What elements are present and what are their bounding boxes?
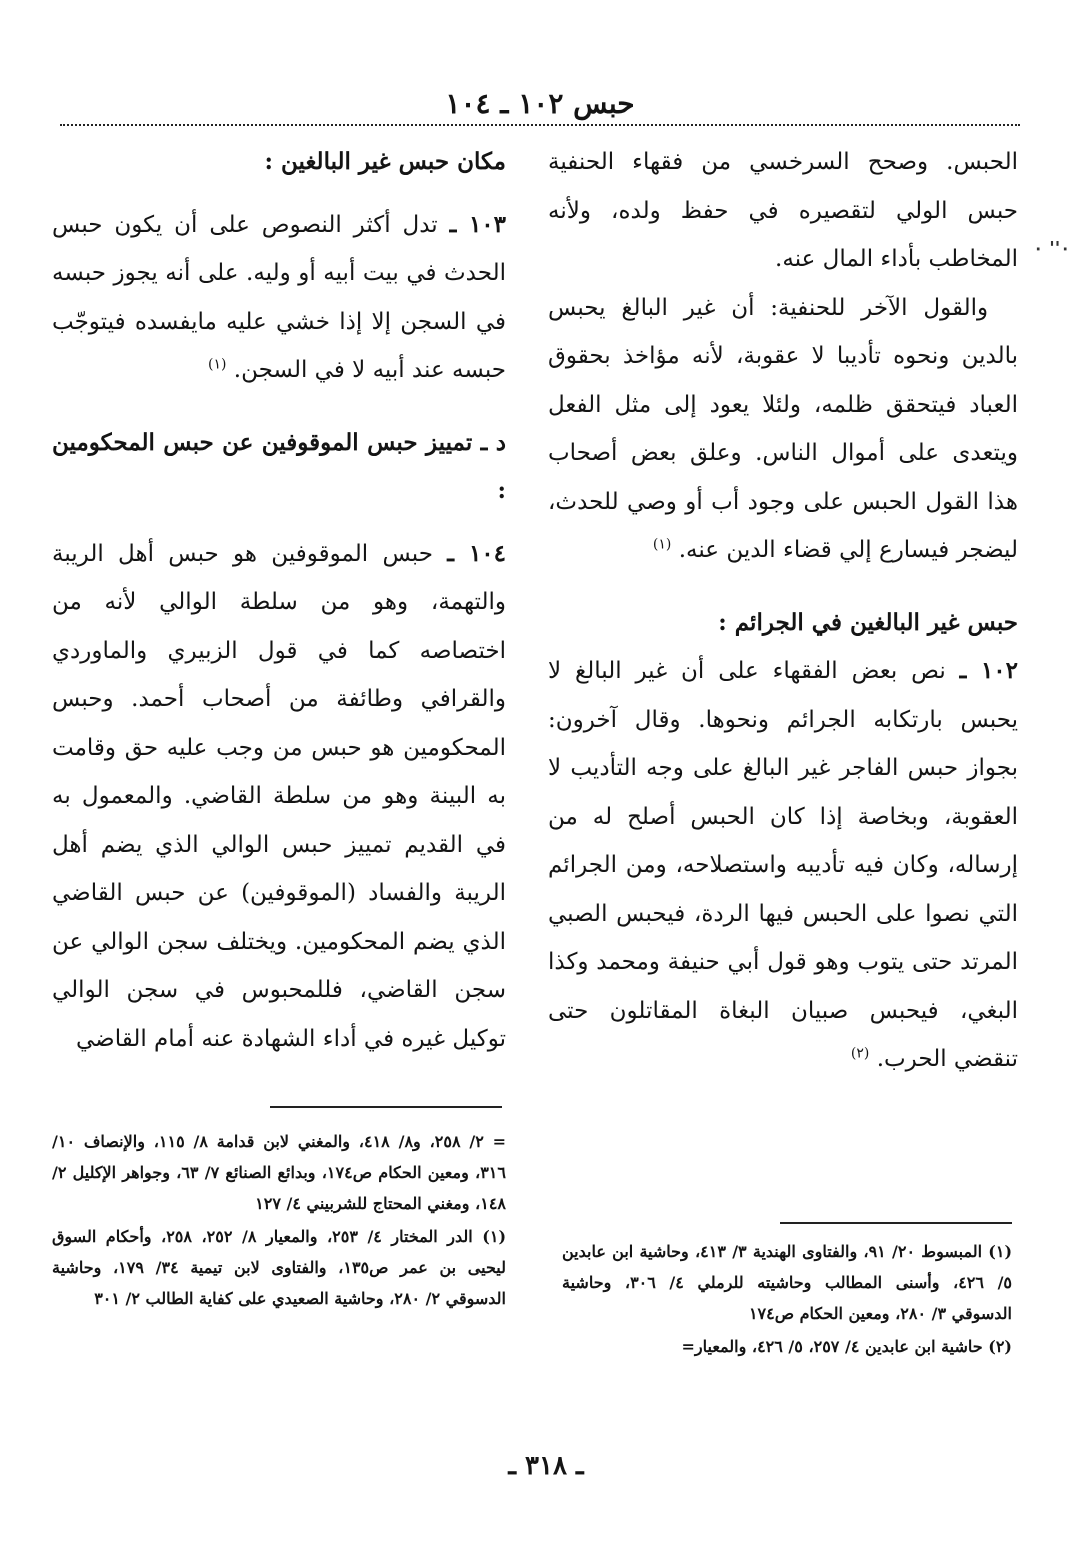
- header-dotted-rule: [60, 124, 1020, 126]
- paragraph-104: ١٠٤ ـ حبس الموقوفين هو حبس أهل الريبة والتهمة، وهو من سلطة الوالي لأنه من اختصاصه كما في قول الزبيري والماوردي والقرافي وطائفة من أصحاب أحمد. وحبس المحكومين هو حبس من وجب عليه حق وقامت به البينة وهو من سلطة القاضي. والمعمول به في القديم تمييز حبس الوالي الذي يضم أهل الريبة والفساد (الموقوفين) عن حبس القاضي الذي يضم المحكومين. ويختلف سجن الوالي عن سجن القاضي، فللمحبوس في سجن الوالي توكيل غيره في أداء الشهادة عنه أمام القاضي: [52, 539, 507, 1052]
- footnote-ref: (١): [207, 356, 227, 373]
- section-heading-place: مكان حبس غير البالغين :: [264, 148, 506, 175]
- section-heading-distinction: د ـ تمييز حبس الموقوفين عن حبس المحكومين :: [52, 428, 506, 504]
- footnote-item: = ٢/ ٢٥٨، و٨/ ٤١٨، والمغني لابن قدامة ٨/ ١١٥، والإنصاف ١٠/ ٣١٦، ومعين الحكام ص١٧٤، وبدائع الصنائع ٧/ ٦٣، وجواهر الإكليل ٢/ ١٤٨، ومغني المحتاج للشربيني ٤/ ١٢٧: [52, 1132, 507, 1213]
- footnote-item: (٢) حاشية ابن عابدين ٤/ ٢٥٧، ٥/ ٤٢٦، والمعيار=: [681, 1337, 1012, 1356]
- right-column: [548, 138, 1018, 1084]
- page-number: ـ ٣١٨ ـ: [508, 1451, 584, 1481]
- section-heading-crimes: حبس غير البالغين في الجرائم :: [718, 608, 1018, 636]
- paragraph-number: ١٠٢ ـ: [959, 657, 1018, 684]
- page-header: حبس ١٠٢ ـ ١٠٤: [445, 87, 635, 120]
- footnote-ref: (٢): [850, 1045, 870, 1062]
- margin-mark: ٠'' ٠: [1033, 238, 1070, 259]
- footnotes-left: [52, 1126, 506, 1316]
- footnote-ref: (١): [652, 536, 672, 553]
- paragraph-continuation: الحبس. وصحح السرخسي من فقهاء الحنفية حبس الولي لتقصيره في حفظ ولده، ولأنه المخاطب بأداء المال عنه.: [548, 149, 1018, 272]
- footnote-separator: [270, 1106, 502, 1108]
- paragraph-hanafi-opinion: والقول الآخر للحنفية: أن غير البالغ يحبس بالدين ونحوه تأديبا لا عقوبة، لأنه مؤاخذ بحقوق العباد فيتحقق ظلمه، ولئلا يعود إلى مثل الفعل ويتعدى على أموال الناس. وعلق بعض أصحاب هذا القول الحبس على وجود أب أو وصي للحدث، ليضجر فيسارع إلي قضاء الدين عنه. $^{(١)}$: [548, 294, 1018, 563]
- paragraph-number: ١٠٤ ـ: [447, 539, 507, 567]
- footnote-separator: [780, 1222, 1012, 1224]
- footnote-item: (١) الدر المختار ٤/ ٢٥٣، والمعيار ٨/ ٢٥٢، ٢٥٨، وأحكام السوق ليحيى بن عمر ص١٣٥، والفتاوى لابن تيمية ٣٤/ ١٧٩، وحاشية الدسوقي ٢/ ٢٨٠، وحاشية الصعيدي على كفاية الطالب ٢/ ٣٠١: [52, 1227, 507, 1308]
- footnote-item: (١) المبسوط ٢٠/ ٩١، والفتاوى الهندية ٣/ ٤١٣، وحاشية ابن عابدين ٥/ ٤٢٦، وأسنى المطالب وحاشيته للرملي ٤/ ٣٠٦، وحاشية الدسوقي ٣/ ٢٨٠، ومعين الحكام ص١٧٤: [562, 1242, 1013, 1323]
- footnotes-right: [562, 1236, 1012, 1364]
- paragraph-number: ١٠٣ ـ: [449, 210, 507, 238]
- paragraph-103: ١٠٣ ـ تدل أكثر النصوص على أن يكون حبس الحدث في بيت أبيه أو وليه. على أنه يجوز حبسه في السجن إلا إذا خشي عليه مايفسده فيتوجّب حبسه عند أبيه لا في السجن. $^{(١)}$: [52, 210, 507, 383]
- paragraph-102: ١٠٢ ـ نص بعض الفقهاء على أن غير البالغ لا يحبس بارتكابه الجرائم ونحوها. وقال آخرون: بجواز حبس الفاجر غير البالغ على وجه التأديب لا العقوبة، وبخاصة إذا كان الحبس أصلح له من إرساله، وكان فيه تأديبه واستصلاحه، ومن الجرائم التي نصوا على الحبس فيها الردة، فيحبس الصبي المرتد حتى يتوب وهو قول أبي حنيفة ومحمد وكذا البغي، فيحبس صبيان البغاة المقاتلون حتى تنقضي الحرب. $^{(٢)}$: [548, 657, 1018, 1072]
- left-column: [52, 138, 506, 1063]
